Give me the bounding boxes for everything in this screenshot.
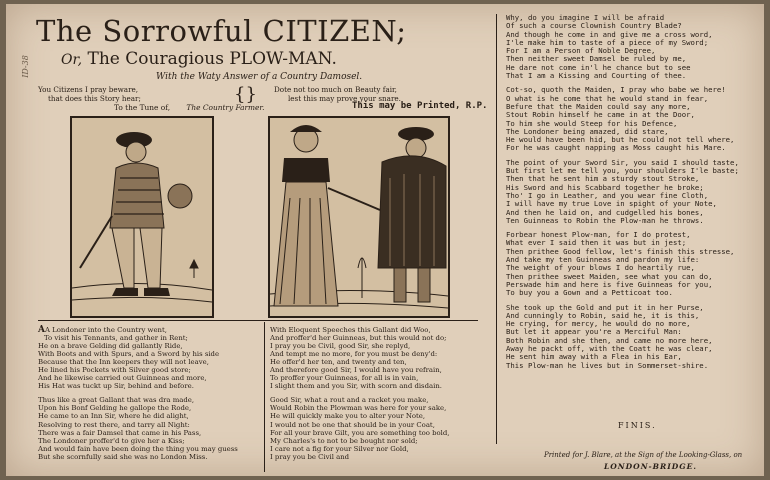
citizen-figure-image	[72, 118, 212, 316]
verse-line: Perswade him and here is five Guinneas for you,	[506, 279, 713, 289]
verse-line: The Londoner proffer'd to give her a Kiss;	[38, 436, 185, 445]
verse-line: The Londoner being amazed, did stare,	[506, 126, 669, 136]
verse-line: Why, do you imagine I will be afraid	[506, 13, 665, 22]
woodcut-maiden-and-plowman	[268, 116, 450, 318]
verse-line: This Plow-man he lives but in Sommerset-shire.	[506, 360, 709, 370]
verse-line: And he likewise carried out Guinneas and more,	[38, 374, 207, 383]
verse-line: To visit his Tennants, and gather in Rent;	[44, 334, 188, 343]
verse-line: And therefore good Sir, I would have you refrain,	[270, 366, 442, 375]
verse-line: He would have been hid, but he could not tell where,	[506, 135, 735, 145]
intro-brace: {}	[234, 84, 257, 105]
broadside-sheet	[6, 4, 764, 476]
verse-line: But she scornfully said she was no London Miss.	[38, 452, 208, 461]
verse-line: His Hat was tuckt up Sir, behind and before.	[38, 382, 194, 391]
verse-line: Befure that the Maiden could say any more,	[506, 101, 691, 111]
verse-line: Tho' I go in Leather, and you wear fine Cloth,	[506, 190, 709, 200]
imprint-line: Printed for J. Blare, at the Sign of the Looking-Glass, on	[544, 451, 743, 459]
finis-mark: FINIS.	[618, 421, 657, 430]
verse-line: I pray you be Civil and	[270, 452, 350, 461]
verse-line: I care not a fig for your Silver nor Gold,	[270, 444, 409, 453]
verse-line: Would Robin the Plowman was here for your sake,	[270, 404, 447, 413]
imprint-place: LONDON-BRIDGE.	[604, 462, 697, 471]
verse-line: And proffer'd her Guinneas, but this would not do;	[270, 334, 447, 343]
subtitle-or: Or,	[61, 52, 83, 68]
verse-line: Then neither sweet Damsel be ruled by me,	[506, 54, 687, 64]
verse-line: Then that he sent him a sturdy stout Stroke,	[506, 174, 700, 184]
verse-line: Forbear honest Plow-man, for I do protest,	[506, 230, 691, 240]
verse-line: But first let me tell you, your shoulders I'le baste;	[506, 166, 739, 176]
verse-line: Ten Guinneas to Robin the Plow-man he throws.	[506, 215, 704, 225]
verse-line: He crying, for mercy, he would do no more,	[506, 319, 691, 329]
verse-line: The weight of your blows I do heartily rue,	[506, 263, 695, 273]
verse-line: That I am a Kissing and Courting of thee.	[506, 71, 687, 81]
verse-column-1	[38, 326, 238, 461]
tune-prefix: To the Tune of,	[114, 103, 171, 112]
verse-line: The point of your Sword Sir, you said I should taste,	[506, 157, 739, 167]
intro-left	[38, 86, 141, 103]
column-rule-top	[38, 320, 478, 321]
tune-name: The Country Farmer.	[186, 103, 265, 112]
answer-line: With the Waty Answer of a Country Damosel.	[156, 72, 363, 82]
ballad-subtitle	[61, 49, 337, 69]
verse-line: I'le make him to taste of a piece of my Sword;	[506, 37, 709, 47]
column-divider	[264, 322, 265, 472]
verse-column-2	[270, 326, 449, 461]
verse-line: Then prithee Good fellow, let's finish this stresse,	[506, 246, 735, 256]
verse-line: I pray you be Civil, good Sir, she replyd,	[270, 342, 411, 351]
tune-line	[114, 103, 265, 112]
verse-line: Then prithee sweet Maiden, see what you can do,	[506, 271, 713, 281]
verse-line: For all your brave Gilt, you are something too bold,	[270, 428, 450, 437]
verse-line: Of such a course Clownish Country Blade?	[506, 21, 682, 31]
verse-line: What ever I said then it was but in jest;	[506, 238, 687, 248]
intro-left-line: You Citizens I pray beware,	[38, 85, 139, 94]
verse-line: And cunningly to Robin, said he, it is this,	[506, 310, 700, 320]
verse-line: Away he packt off, with the Coatt he was clear,	[506, 343, 713, 353]
verse-line: O what is he come that he would stand in fear,	[506, 93, 709, 103]
verse-line: Both Robin and she then, and came no more here,	[506, 335, 713, 345]
verse-line: His Sword and his Scabbard together he broke;	[506, 182, 704, 192]
maiden-plowman-image	[270, 118, 448, 316]
verse-line: My Charles's to not to be bought nor sold;	[270, 436, 418, 445]
verse-line: For he was caught napping as Moss caught his Mare.	[506, 143, 726, 153]
licence-line: This may be Printed, R.P.	[352, 101, 488, 111]
verse-line: Because that the Inn keepers they will not leave,	[38, 358, 209, 367]
margin-note: ID-38	[20, 55, 30, 78]
subtitle-text: The Couragious PLOW-MAN.	[87, 49, 337, 69]
verse-line: I will have my true Love in spight of your Note,	[506, 199, 717, 209]
verse-line: He came to an Inn Sir, where he did alight,	[38, 412, 189, 421]
verse-line: Thus like a great Gallant that was dra made,	[38, 396, 195, 405]
verse-line: AA Londoner into the Country went,	[38, 325, 167, 335]
verse-line: He will quickly make you to alter your Note,	[270, 412, 426, 421]
verse-line: To buy you a Gown and a Petticoat too.	[506, 288, 673, 298]
verse-line: I slight them and you Sir, with scorn and disdain.	[270, 382, 442, 391]
verse-line: And tempt me no more, for you must be deny'd:	[270, 350, 438, 359]
verse-line: For I am a Person of Noble Degree,	[506, 46, 656, 56]
verse-line: Upon his Bonf Gelding he gallope the Rode,	[38, 404, 192, 413]
verse-line: And take my ten Guinneas and pardon my life:	[506, 255, 700, 265]
verse-line: Stout Robin himself he came in at the Door,	[506, 110, 695, 120]
column-divider	[496, 14, 497, 444]
verse-line: With Boots and with Spurs, and a Sword by his side	[38, 350, 220, 359]
verse-line: Resolving to rest there, and tarry all Night:	[38, 420, 190, 429]
woodcut-citizen	[70, 116, 214, 318]
verse-line: To proffer your Guinneas, for all is in vain,	[270, 374, 419, 383]
verse-line: And would fain have been doing the thing you may guess	[38, 444, 238, 453]
verse-line: He lined his Pockets with Silver good store;	[38, 366, 191, 375]
verse-line: Cot-so, quoth the Maiden, I pray who babe we here!	[506, 85, 726, 95]
intro-left-line: that does this Story hear;	[48, 93, 141, 103]
verse-line: I would not be one that should be in your Coat,	[270, 420, 435, 429]
verse-line: With Eloquent Speeches this Gallant did Woo,	[270, 326, 431, 334]
verse-line: And then he laid on, and cudgelled his bones,	[506, 207, 704, 217]
verse-line: And though he come in and give me a cross word,	[506, 29, 713, 39]
verse-column-3	[506, 14, 739, 370]
verse-line: There was a fair Damsel that came in his Pass,	[38, 428, 202, 437]
verse-line: He offer'd her ten, and twenty and ten,	[270, 358, 407, 367]
verse-line: Good Sir, what a rout and a racket you make,	[270, 396, 429, 405]
intro-right-line: lest this may prove your snare.	[288, 93, 401, 103]
ballad-title: The Sorrowful CITIZEN;	[36, 14, 407, 48]
verse-line: He on a brave Gelding did gallantly Ride,	[38, 342, 183, 351]
verse-line: But let it appear you're a Merciful Man:	[506, 327, 682, 337]
verse-line: To him she would Steep for his Defence,	[506, 118, 678, 128]
verse-line: She took up the Gold and put it in her Purse,	[506, 302, 704, 312]
verse-line: He dare not come in'l he chance but to see	[506, 62, 691, 72]
verse-line: He sent him away with a Flea in his Ear,	[506, 352, 682, 362]
intro-right-line: Dote not too much on Beauty fair,	[274, 85, 397, 94]
